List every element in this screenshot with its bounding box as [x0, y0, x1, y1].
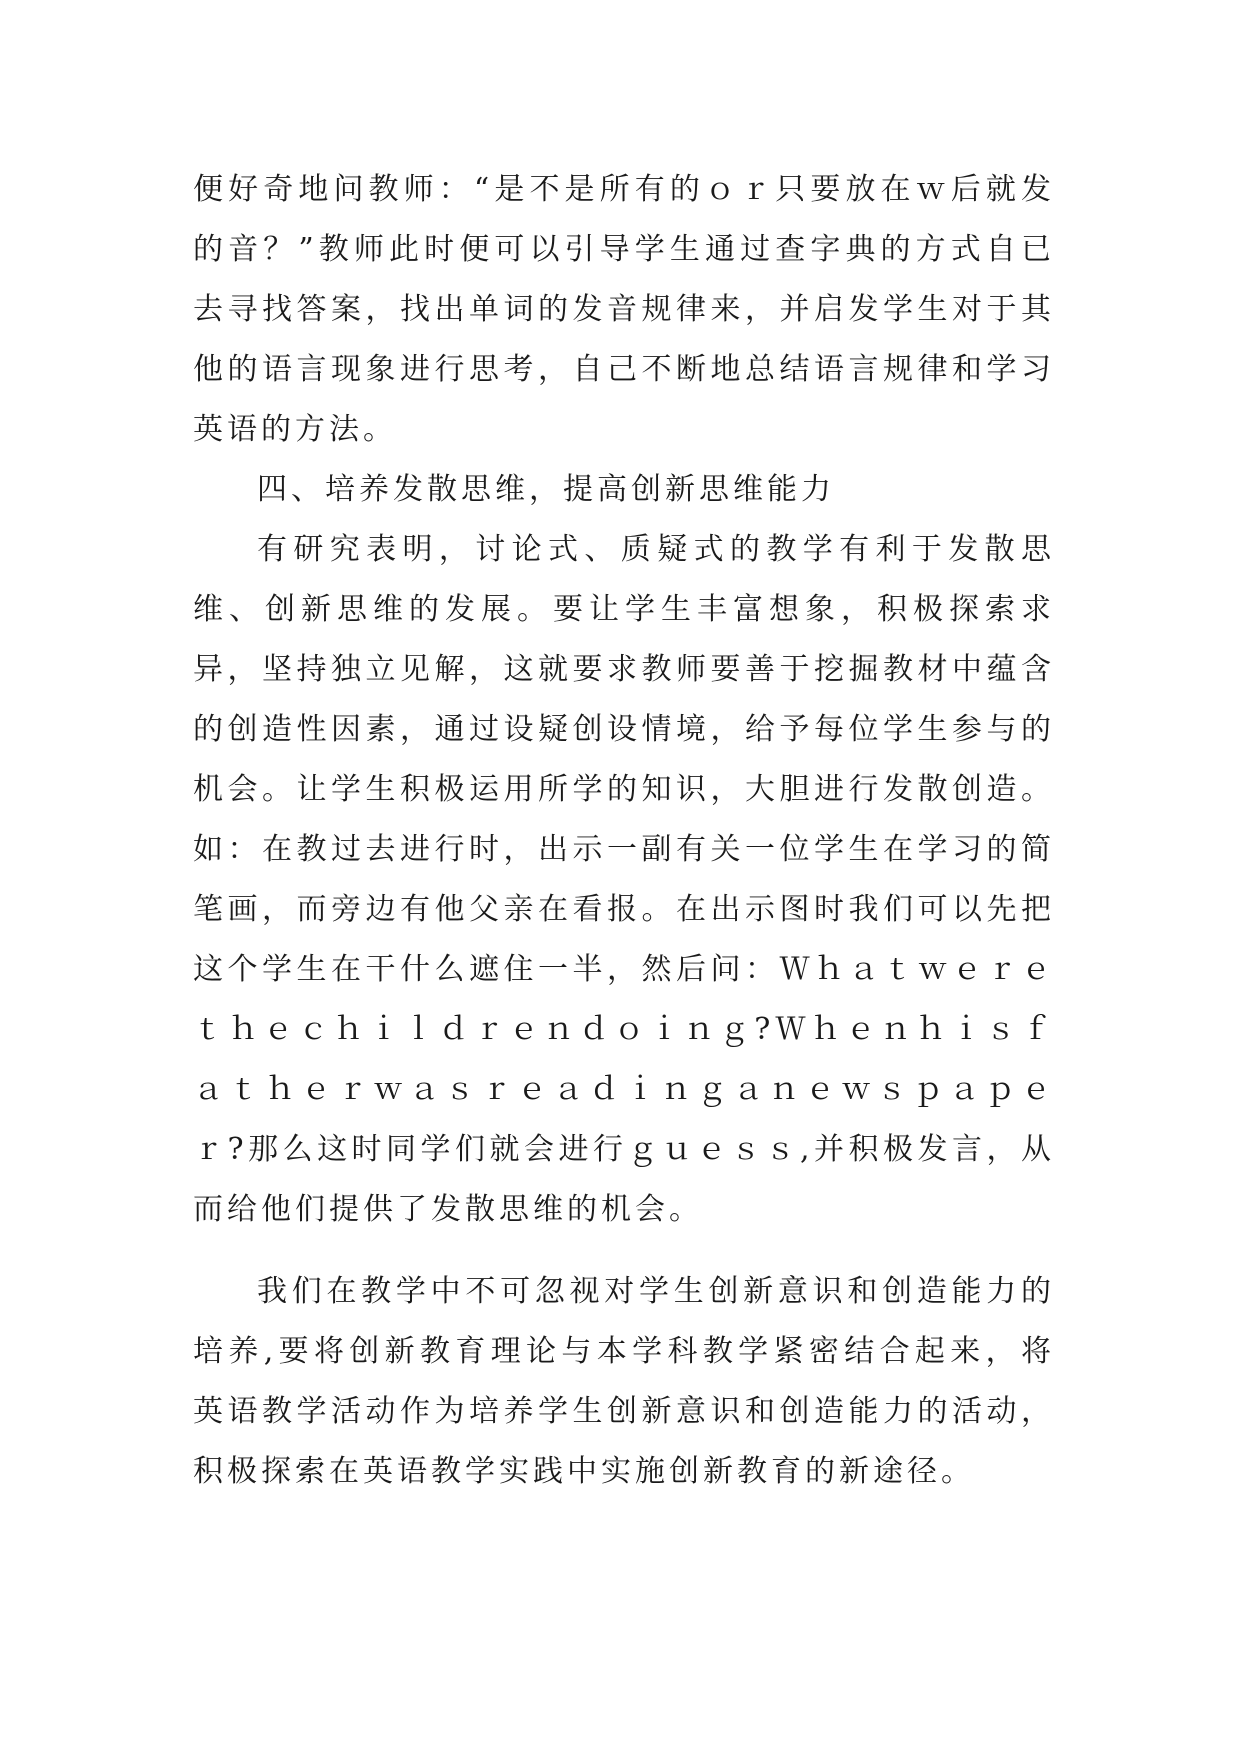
body-text [193, 160, 1055, 1502]
paragraph-continuation: 便好奇地问教师：“是不是所有的ｏｒ只要放在ｗ后就发的音？”教师此时便可以引导学生通过查字典的方式自已去寻找答案，找出单词的发音规律来，并启发学生对于其他的语言现象进行思考，自己不断地总结语言规律和学习英语的方法。 [193, 172, 1055, 447]
paragraph-divergent-thinking: 有研究表明，讨论式、质疑式的教学有利于发散思维、创新思维的发展。要让学生丰富想象，积极探索求异，坚持独立见解，这就要求教师要善于挖掘教材中蕴含的创造性因素，通过设疑创设情境，给予每位学生参与的机会。让学生积极运用所学的知识，大胆进行发散创造。如：在教过去进行时，出示一副有关一位学生在学习的简笔画，而旁边有他父亲在看报。在出示图时我们可以先把这个学生在干什么遮住一半，然后问：Ｗｈａｔｗｅｒｅｔｈｅｃｈｉｌｄｒｅｎｄｏｉｎｇ?Ｗｈｅｎｈｉｓｆａｔｈｅｒｗａｓｒｅａｄｉｎｇａｎｅｗｓｐａｐｅｒ?那么这时同学们就会进行ｇｕｅｓｓ,并积极发言，从而给他们提供了发散思维的机会。 [193, 532, 1055, 1227]
section-heading-four: 四、培养发散思维，提高创新思维能力 [257, 472, 835, 507]
paragraph-conclusion: 我们在教学中不可忽视对学生创新意识和创造能力的培养,要将创新教育理论与本学科教学紧密结合起来，将英语教学活动作为培养学生创新意识和创造能力的活动，积极探索在英语教学实践中实施创新教育的新途径。 [193, 1274, 1055, 1489]
